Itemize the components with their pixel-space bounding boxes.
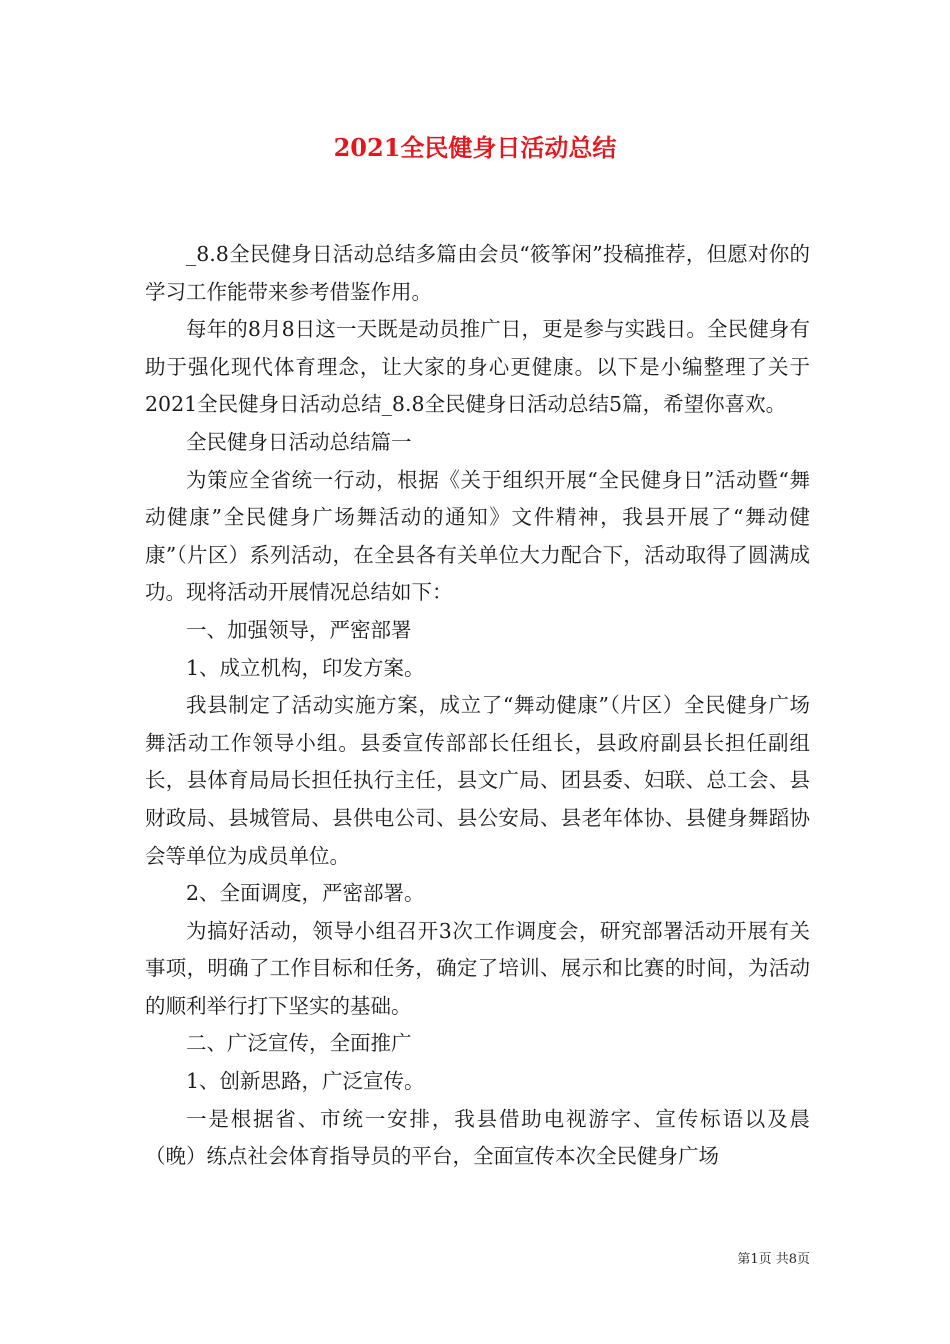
section-heading: 二、广泛宣传，全面推广 [186, 1031, 412, 1056]
document-body [145, 236, 810, 1176]
paragraph: 为策应全省统一行动，根据《关于组织开展“全民健身日”活动暨“舞动健康”全民健身广场舞活动的通知》文件精神，我县开展了“舞动健康”（片区）系列活动，在全县各有关单位大力配合下，活动取得了圆满成功。现将活动开展情况总结如下： [145, 467, 810, 605]
subsection-heading: 2、全面调度，严密部署。 [186, 881, 425, 906]
section-heading: 全民健身日活动总结篇一 [186, 429, 412, 454]
document-title: 2021全民健身日活动总结 [333, 133, 617, 162]
section-heading: 一、加强领导，严密部署 [186, 617, 412, 642]
paragraph: 为搞好活动，领导小组召开3次工作调度会，研究部署活动开展有关事项，明确了工作目标和任务，确定了培训、展示和比赛的时间，为活动的顺利举行打下坚实的基础。 [145, 918, 810, 1018]
subsection-heading: 1、创新思路，广泛宣传。 [186, 1069, 425, 1094]
paragraph: _8.8全民健身日活动总结多篇由会员“筱筝闲”投稿推荐，但愿对你的学习工作能带来参考借鉴作用。 [145, 242, 810, 304]
subsection-heading: 1、成立机构，印发方案。 [186, 655, 425, 680]
paragraph: 一是根据省、市统一安排，我县借助电视游字、宣传标语以及晨（晚）练点社会体育指导员的平台，全面宣传本次全民健身广场 [145, 1106, 810, 1169]
paragraph: 我县制定了活动实施方案，成立了“舞动健康”（片区）全民健身广场舞活动工作领导小组。县委宣传部部长任组长，县政府副县长担任副组长，县体育局局长担任执行主任，县文广局、团县委、妇联、总工会、县财政局、县城管局、县供电公司、县公安局、县老年体协、县健身舞蹈协会等单位为成员单位。 [145, 693, 810, 868]
paragraph: 每年的8月8日这一天既是动员推广日，更是参与实践日。全民健身有助于强化现代体育理念，让大家的身心更健康。以下是小编整理了关于2021全民健身日活动总结_8.8全民健身日活动总结5篇，希望你喜欢。 [145, 317, 810, 417]
page-number-footer: 第1页 共8页 [737, 1252, 810, 1267]
